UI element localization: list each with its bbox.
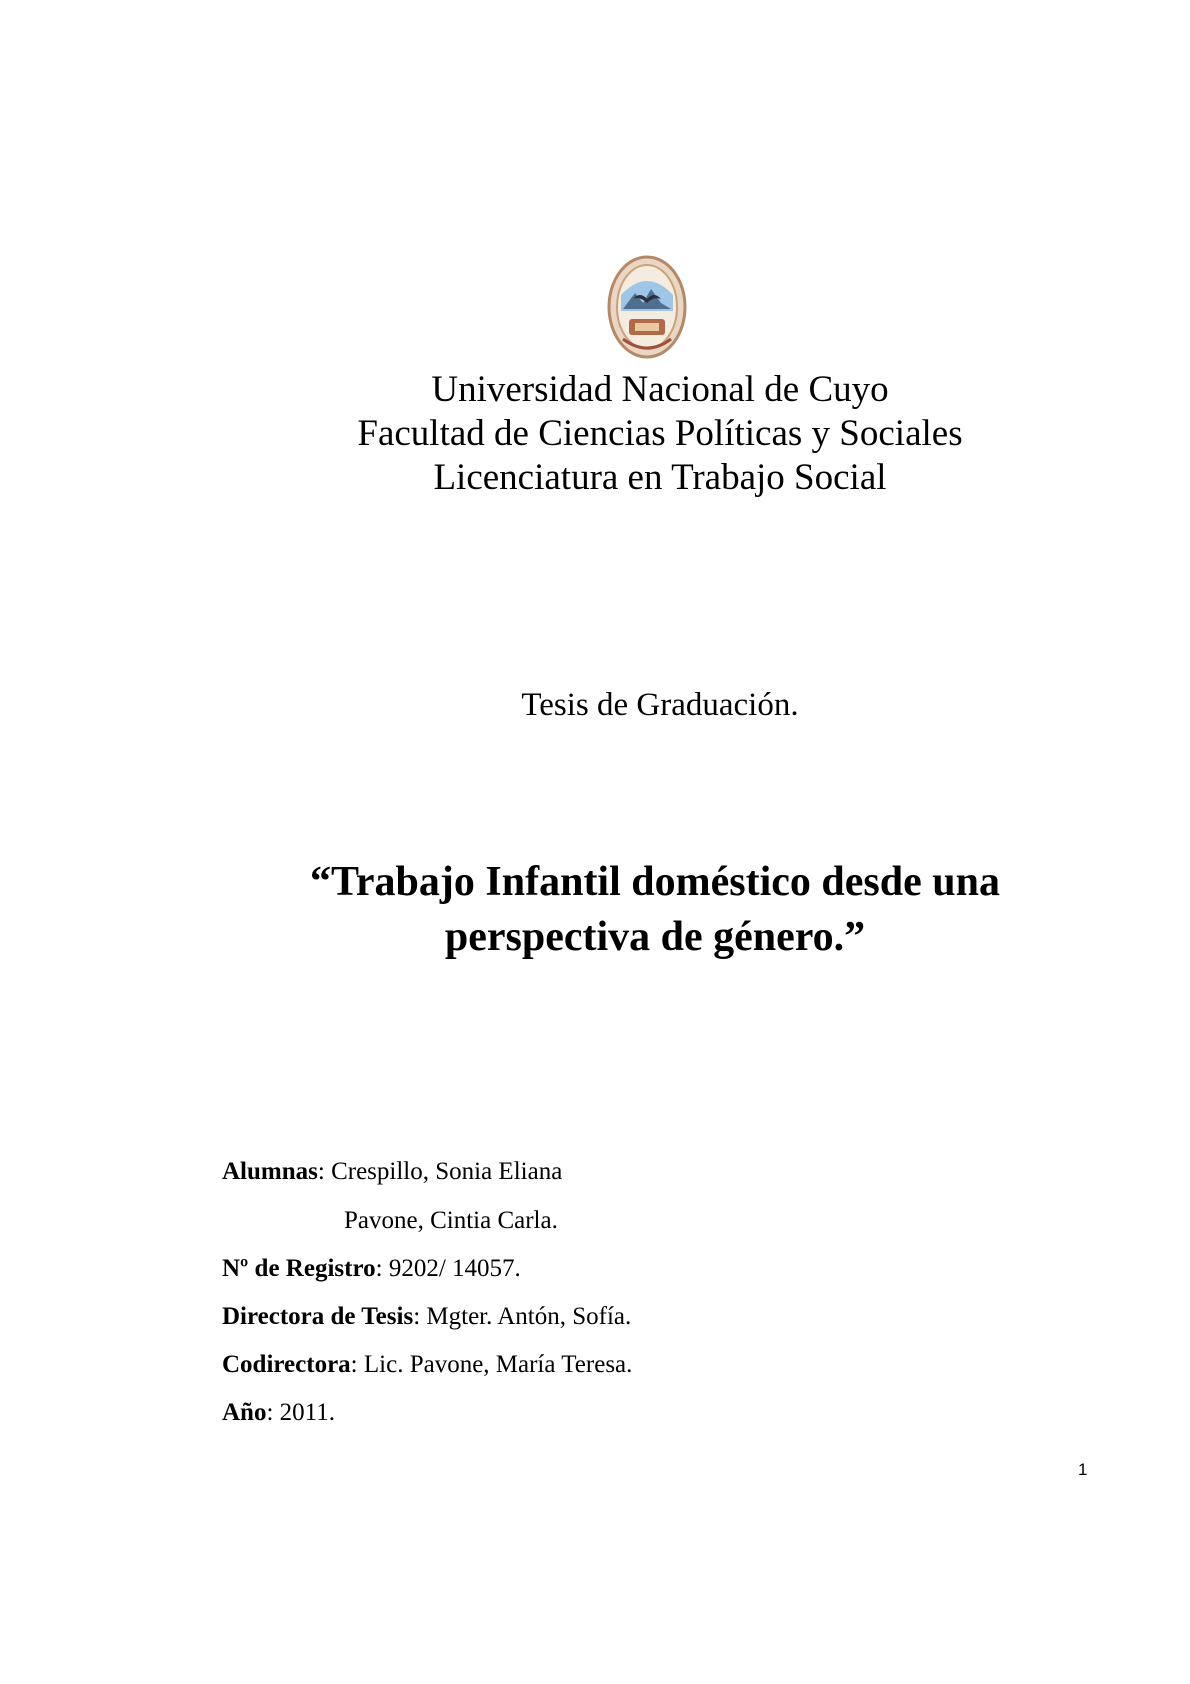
degree-name: Licenciatura en Trabajo Social: [433, 457, 887, 498]
student-name-2: Pavone, Cintia Carla.: [344, 1207, 558, 1234]
student-name-1: Crespillo, Sonia Eliana: [331, 1158, 563, 1185]
document-kind: Tesis de Graduación.: [521, 687, 799, 723]
faculty-name: Facultad de Ciencias Políticas y Sociales: [357, 413, 963, 454]
page-number: 1: [1078, 1460, 1088, 1479]
students-label: Alumnas: [222, 1158, 318, 1185]
director-label: Directora de Tesis: [222, 1303, 414, 1330]
students-separator: :: [317, 1158, 332, 1185]
university-name: Universidad Nacional de Cuyo: [431, 369, 889, 410]
thesis-title-line-1: “Trabajo Infantil doméstico desde una: [310, 859, 1000, 905]
codirector-label: Codirectora: [222, 1351, 351, 1378]
year-value: 2011.: [279, 1399, 335, 1426]
registro-separator: :: [375, 1255, 389, 1282]
registro-row: [222, 1255, 521, 1283]
university-seal-icon: [605, 253, 689, 361]
year-separator: :: [266, 1399, 280, 1426]
registro-label: Nº de Registro: [222, 1255, 376, 1282]
registro-value: 9202/ 14057.: [388, 1255, 521, 1282]
institution-header: [0, 368, 1190, 500]
students-row: [222, 1158, 562, 1186]
director-value: Mgter. Antón, Sofía.: [426, 1303, 632, 1330]
codirector-row: [222, 1351, 632, 1379]
students-row-2: [344, 1207, 558, 1235]
director-separator: :: [413, 1303, 427, 1330]
year-label: Año: [222, 1399, 267, 1426]
year-row: [222, 1399, 335, 1427]
thesis-title-line-2: perspectiva de género.”: [444, 914, 866, 960]
codirector-value: Lic. Pavone, María Teresa.: [363, 1351, 633, 1378]
director-row: [222, 1303, 631, 1331]
thesis-title: [0, 855, 1190, 965]
codirector-separator: :: [350, 1351, 364, 1378]
